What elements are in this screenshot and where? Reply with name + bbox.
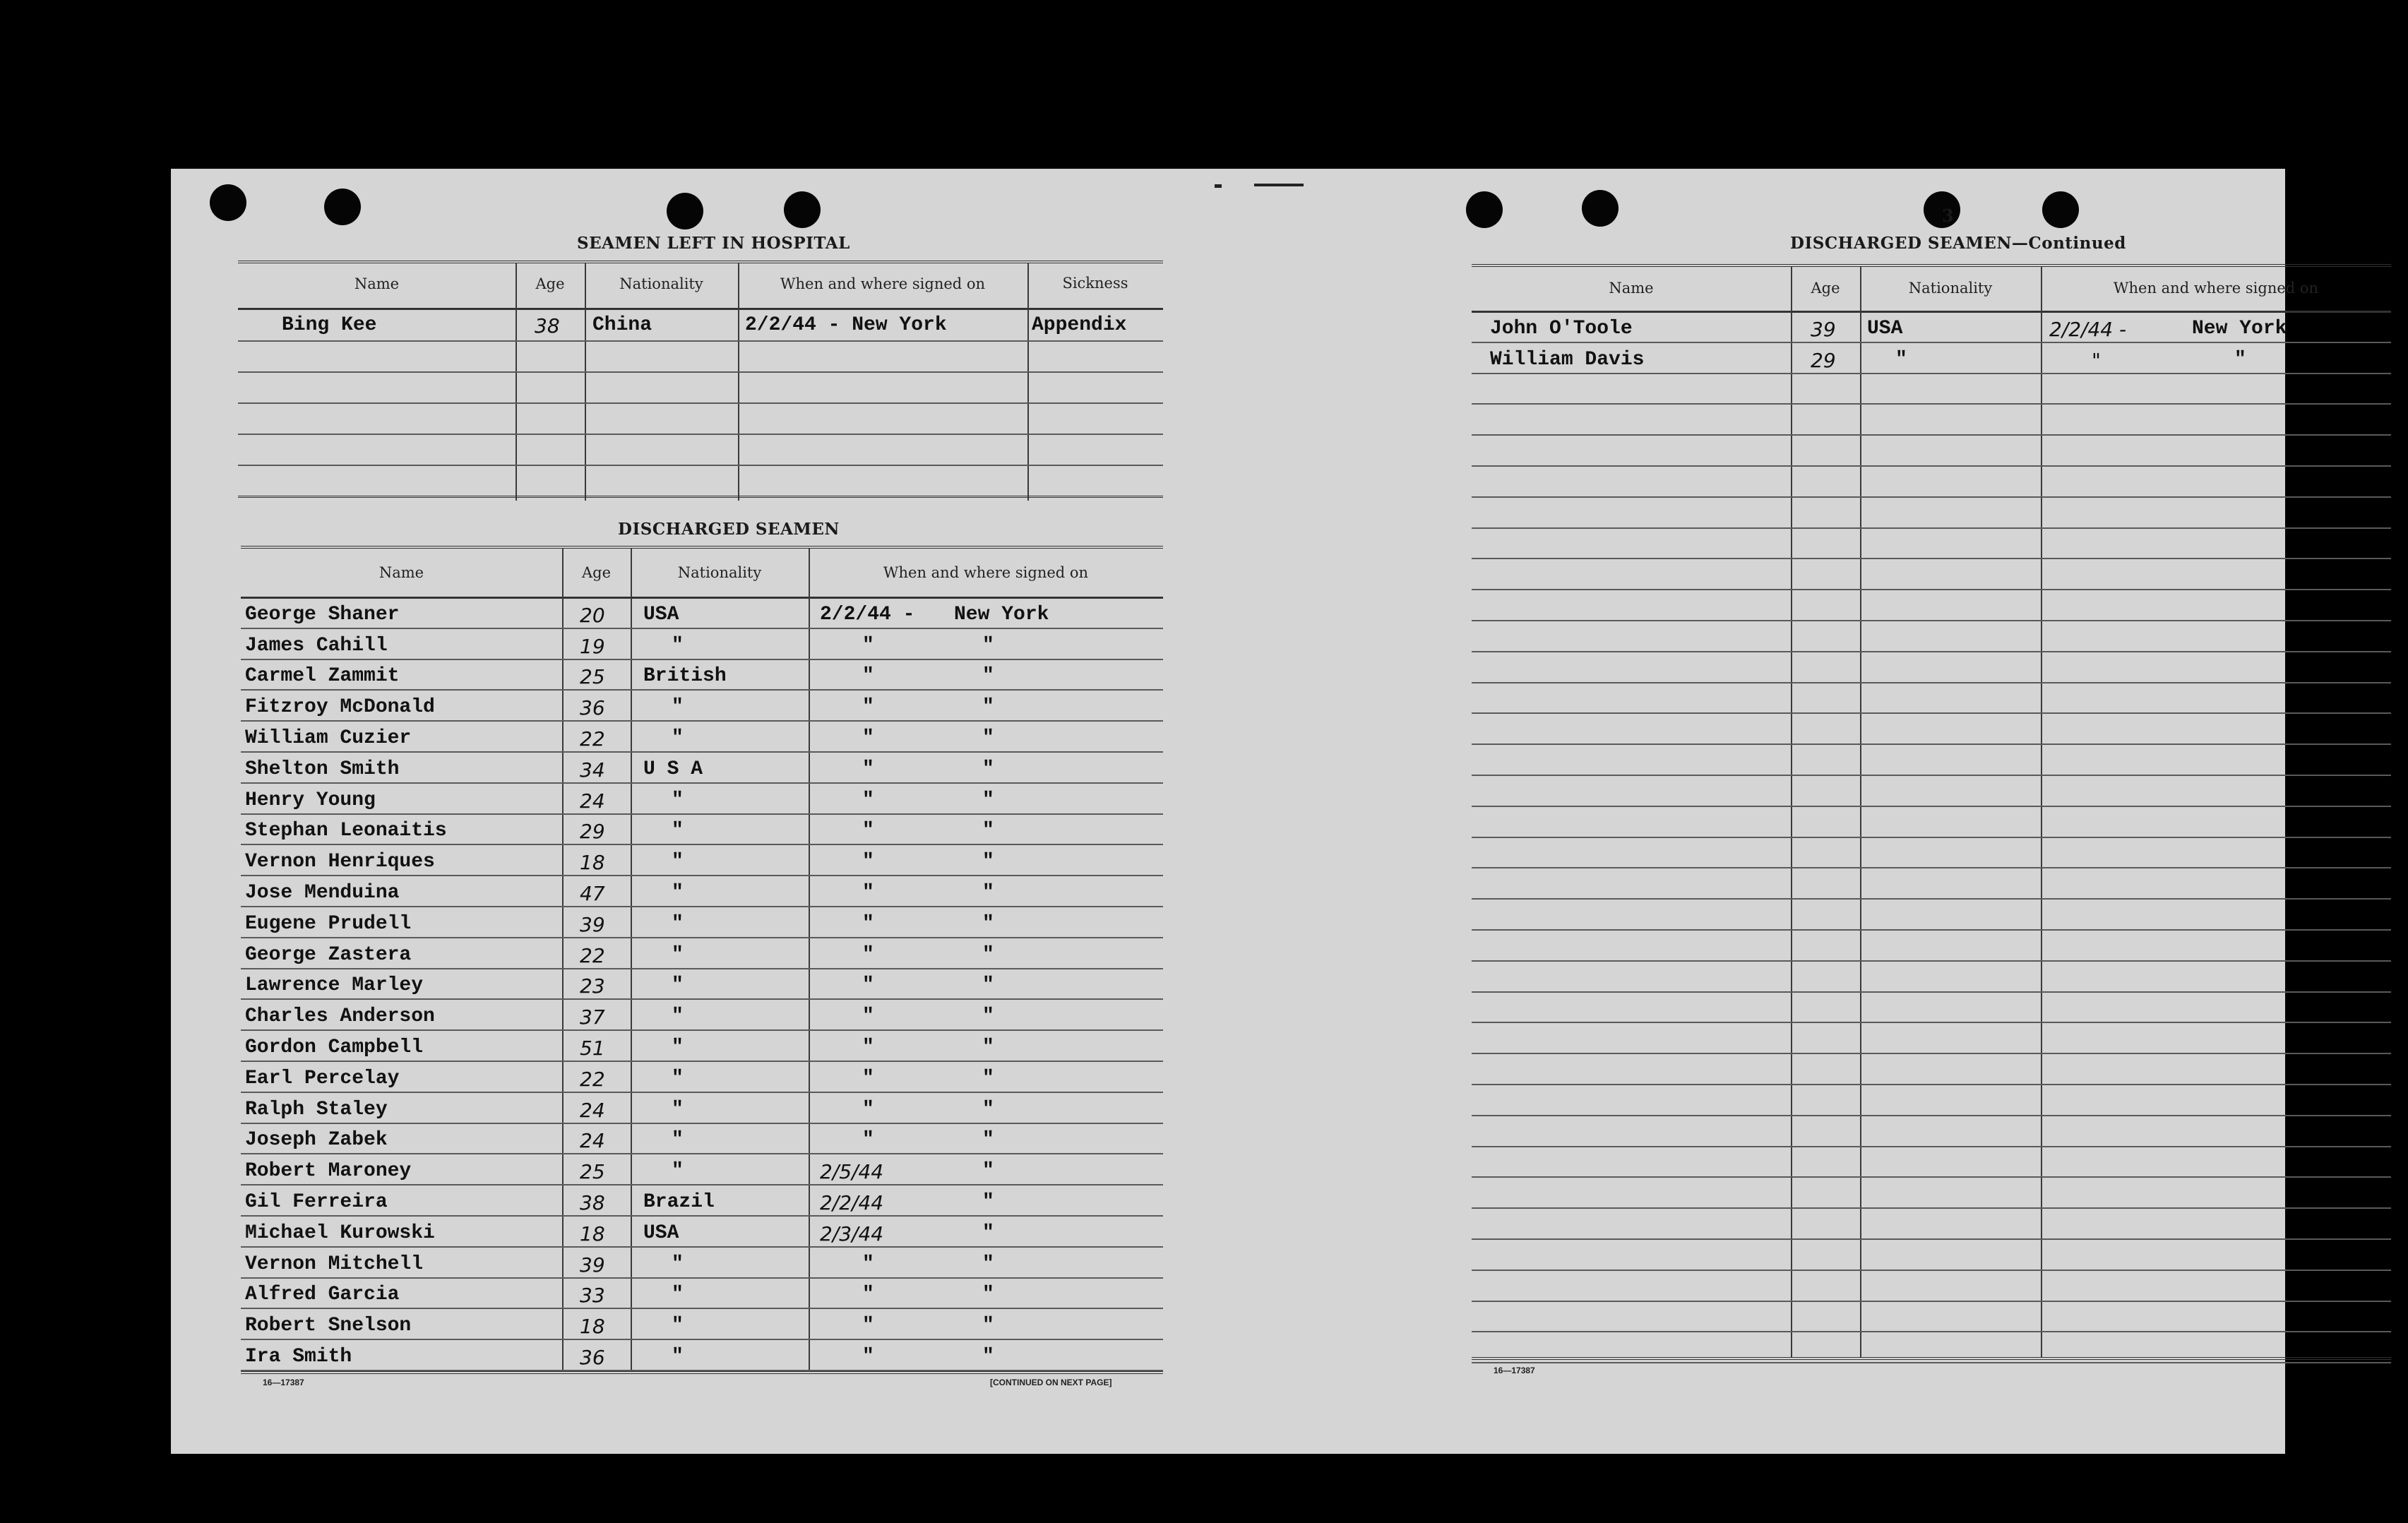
cell-place: " [982,974,994,996]
right-page [1301,169,2319,1454]
table-row [241,727,1163,751]
cell-place: " [982,1315,994,1337]
cell-age: 18 [580,851,605,874]
row-rule [241,1061,1163,1062]
cell-nationality: " [672,635,684,657]
cell-name: George Shaner [245,604,400,626]
row-rule [1472,1084,2391,1085]
cell-nationality: " [1895,349,1907,371]
row-rule [1472,558,2391,559]
cell-age: 18 [580,1315,605,1338]
column-divider [1860,267,1861,1357]
cell-age: 18 [580,1222,605,1246]
form-number: 16—17387 [1494,1366,1535,1375]
cell-age: 38 [580,1191,605,1214]
row-rule [1472,1146,2391,1147]
column-header-sickness: Sickness [1062,275,1128,292]
row-rule [1472,960,2391,962]
column-header-name: Name [354,275,400,292]
cell-name: Charles Anderson [245,1005,435,1027]
cell-name: Robert Snelson [245,1315,412,1337]
cell-signed-on: " [862,974,874,996]
table-row [241,1037,1163,1061]
cell-place: " [982,1284,994,1306]
row-rule [241,1308,1163,1309]
cell-signed-on: 2/2/44 - [820,604,915,626]
table-row [241,1284,1163,1308]
table-row [241,1160,1163,1184]
row-rule [241,1370,1163,1371]
cell-name: Earl Percelay [245,1068,400,1089]
cell-age: 29 [1811,349,1836,372]
cell-age: 36 [580,696,605,719]
table-row [241,758,1163,782]
cell-name: Shelton Smith [245,758,400,780]
row-rule [1472,1207,2391,1209]
cell-signed-on: " [862,789,874,811]
cell-nationality: " [672,789,684,811]
row-rule [1472,1301,2391,1302]
cell-name: William Cuzier [245,727,412,749]
cell-age: 33 [580,1284,605,1307]
table-row [241,820,1163,844]
cell-nationality: " [672,913,684,935]
cell-nationality: " [672,1346,684,1368]
cell-name: Jose Menduina [245,882,400,904]
cell-age: 22 [580,944,605,967]
cell-nationality: " [672,1129,684,1151]
cell-name: Stephan Leonaitis [245,820,447,842]
form-number: 16—17387 [263,1378,304,1387]
table-row [241,1253,1163,1277]
column-header-age: Age [535,275,565,292]
column-header-age: Age [581,564,612,581]
column-header-age: Age [1811,280,1840,297]
continued-section-title: DISCHARGED SEAMEN—Continued [1790,234,2126,253]
cell-place: " [982,851,994,873]
cell-nationality: Brazil [643,1191,715,1213]
cell-signed-on: " [862,1253,874,1275]
cell-age: 38 [535,314,560,338]
cell-place: " [982,913,994,935]
table-row [1472,318,2391,342]
table-row [241,1129,1163,1153]
cell-name: Alfred Garcia [245,1284,400,1306]
table-header [1472,267,2391,313]
row-rule [1472,1238,2391,1240]
cell-nationality: " [672,696,684,718]
cell-age: 51 [580,1037,605,1060]
cell-nationality: " [672,1315,684,1337]
cell-place: " [982,1253,994,1275]
cell-place: " [982,727,994,749]
cell-name: Joseph Zabek [245,1129,388,1151]
cell-name: Eugene Prudell [245,913,412,935]
cell-signed-on: " [862,727,874,749]
cell-age: 23 [580,974,605,998]
column-divider [2041,267,2042,1357]
ink-speck [1254,184,1304,186]
row-rule [241,628,1163,629]
row-rule [1472,1115,2391,1116]
cell-place: " [982,758,994,780]
cell-place: " [982,820,994,842]
cell-signed-on: 2/2/44 [820,1191,884,1214]
cell-age: 19 [580,635,605,658]
table-header [238,263,1163,310]
table-row [241,1222,1163,1246]
row-rule [1472,837,2391,838]
row-rule [1472,929,2391,931]
row-rule [1472,465,2391,467]
column-header-signed-on: When and where signed on [2113,280,2319,297]
cell-age: 24 [580,789,605,813]
row-rule [1472,1362,2391,1363]
cell-nationality: " [672,1005,684,1027]
row-rule [241,1246,1163,1248]
cell-place: " [982,1129,994,1151]
table-row [1472,349,2391,373]
cell-place: " [982,944,994,966]
cell-nationality: " [672,882,684,904]
cell-place: " [982,1222,994,1244]
column-header-signed-on: When and where signed on [780,275,986,292]
cell-name: George Zastera [245,944,412,966]
cell-age: 39 [580,1253,605,1277]
row-rule [241,1123,1163,1124]
row-rule [241,844,1163,845]
cell-nationality: " [672,851,684,873]
row-rule [241,782,1163,784]
row-rule [241,1215,1163,1217]
row-rule [238,402,1163,404]
continued-table [1472,264,2391,1360]
row-rule [1472,806,2391,807]
cell-signed-on: " [862,1346,874,1368]
discharged-section-title: DISCHARGED SEAMEN [618,520,840,539]
row-rule [1472,775,2391,776]
row-rule [1472,620,2391,621]
table-row [241,604,1163,628]
row-rule [241,968,1163,969]
cell-name: Carmel Zammit [245,665,400,687]
row-rule [238,340,1163,342]
cell-signed-on: " [862,1284,874,1306]
cell-age: 24 [580,1099,605,1122]
row-rule [1472,373,2391,374]
cell-signed-on: " [862,758,874,780]
row-rule [241,906,1163,907]
row-rule [241,1339,1163,1340]
row-rule [1472,434,2391,436]
cell-nationality: USA [643,604,679,626]
cell-nationality: China [592,314,652,336]
cell-nationality: " [672,974,684,996]
cell-name: Fitzroy McDonald [245,696,435,718]
cell-name: Robert Maroney [245,1160,412,1182]
cell-sickness: Appendix [1032,314,1127,336]
table-row [241,789,1163,813]
column-header-nationality: Nationality [619,275,703,292]
table-row [241,882,1163,906]
cell-place: " [982,882,994,904]
cell-name: Ira Smith [245,1346,352,1368]
cell-nationality: British [643,665,727,687]
cell-place: " [982,1191,994,1213]
hospital-section-title: SEAMEN LEFT IN HOSPITAL [577,234,850,253]
cell-place: " [982,1346,994,1368]
cell-signed-on: " [862,913,874,935]
cell-signed-on: " [862,1315,874,1337]
page-number: 3 [1942,205,1954,226]
row-rule [241,937,1163,938]
cell-nationality: " [672,727,684,749]
cell-nationality: " [672,820,684,842]
cell-place: " [982,1068,994,1089]
cell-place: New York [2192,318,2287,340]
cell-signed-on: " [862,1068,874,1089]
cell-signed-on: 2/3/44 [820,1222,884,1246]
row-rule [1472,1270,2391,1271]
column-header-nationality: Nationality [677,564,762,581]
cell-nationality: " [672,1037,684,1058]
row-rule [1472,589,2391,590]
row-rule [238,496,1163,498]
cell-name: Ralph Staley [245,1099,388,1121]
cell-signed-on: " [862,1129,874,1151]
table-row [241,913,1163,937]
cell-signed-on: " [862,635,874,657]
cell-age: 34 [580,758,605,782]
cell-signed-on: " [862,1037,874,1058]
cell-name: Gil Ferreira [245,1191,388,1213]
cell-signed-on: " [862,944,874,966]
cell-place: New York [954,604,1049,626]
cell-age: 25 [580,1160,605,1183]
cell-nationality: " [672,1284,684,1306]
column-header-signed-on: When and where signed on [883,564,1089,581]
row-rule [241,751,1163,753]
column-header-nationality: Nationality [1908,280,1993,297]
row-rule [241,875,1163,876]
left-page [171,169,1216,1454]
cell-age: 37 [580,1005,605,1029]
row-rule [1472,743,2391,745]
row-rule [1472,403,2391,405]
cell-age: 29 [580,820,605,843]
row-rule [1472,1022,2391,1023]
cell-age: 24 [580,1129,605,1152]
row-rule [241,1029,1163,1031]
table-row [241,696,1163,720]
row-rule [1472,651,2391,652]
hospital-table [238,261,1163,501]
column-divider [1791,267,1792,1357]
row-rule [241,659,1163,660]
cell-name: Vernon Mitchell [245,1253,424,1275]
cell-name: Gordon Campbell [245,1037,424,1058]
cell-nationality: " [672,1099,684,1121]
row-rule [1472,1053,2391,1054]
cell-signed-on: 2/2/44 - [2049,318,2127,341]
table-row [241,1315,1163,1339]
row-rule [241,720,1163,722]
row-rule [241,1184,1163,1185]
row-rule [241,998,1163,1000]
cell-nationality: " [672,1253,684,1275]
cell-name: Bing Kee [282,314,377,336]
cell-name: William Davis [1490,349,1645,371]
cell-age: 20 [580,604,605,627]
cell-signed-on: " [862,882,874,904]
cell-signed-on: " [862,696,874,718]
cell-signed-on: " [862,1099,874,1121]
cell-age: 22 [580,1068,605,1091]
discharged-table [241,546,1163,1374]
table-row [241,1346,1163,1370]
cell-place: " [982,635,994,657]
row-rule [241,1277,1163,1279]
table-row [241,635,1163,659]
row-rule [1472,712,2391,714]
row-rule [1472,342,2391,343]
cell-name: Vernon Henriques [245,851,435,873]
cell-place: " [982,1099,994,1121]
table-row [241,1005,1163,1029]
table-row [241,1191,1163,1215]
cell-signed-on: 2/2/44 - New York [745,314,947,336]
table-row [241,665,1163,689]
cell-name: James Cahill [245,635,388,657]
row-rule [241,1153,1163,1154]
cell-nationality: " [672,1160,684,1182]
cell-age: 47 [580,882,605,905]
row-rule [241,1092,1163,1093]
cell-signed-on: " [862,665,874,687]
cell-age: 36 [580,1346,605,1369]
cell-age: 39 [1811,318,1836,341]
cell-name: John O'Toole [1490,318,1633,340]
row-rule [1472,496,2391,498]
cell-age: 39 [580,913,605,936]
table-header [241,549,1163,599]
row-rule [238,371,1163,373]
cell-name: Henry Young [245,789,376,811]
cell-place: " [982,1005,994,1027]
row-rule [1472,991,2391,993]
column-header-name: Name [379,564,424,581]
table-row [241,851,1163,875]
row-rule [238,465,1163,466]
table-row [241,974,1163,998]
continued-note: [CONTINUED ON NEXT PAGE] [990,1378,1112,1387]
cell-signed-on: " [862,851,874,873]
cell-nationality: " [672,1068,684,1089]
table-row [238,314,1163,340]
document-sheet [171,169,2319,1454]
row-rule [1472,527,2391,529]
cell-place: " [2234,349,2246,371]
cell-place: " [982,1037,994,1058]
cell-name: Lawrence Marley [245,974,424,996]
row-rule [238,434,1163,435]
row-rule [1472,1176,2391,1178]
column-header-name: Name [1609,280,1654,297]
table-row [241,1068,1163,1092]
cell-signed-on: 2/5/44 [820,1160,884,1183]
cell-signed-on: " [862,1005,874,1027]
cell-age: 25 [580,665,605,688]
table-row [241,1099,1163,1123]
cell-signed-on: " [862,820,874,842]
row-rule [1472,867,2391,868]
table-row [241,944,1163,968]
cell-signed-on: " [2092,349,2101,372]
row-rule [241,813,1163,815]
cell-place: " [982,696,994,718]
row-rule [241,689,1163,691]
cell-place: " [982,789,994,811]
row-rule [1472,1331,2391,1332]
cell-place: " [982,665,994,687]
cell-age: 22 [580,727,605,751]
cell-name: Michael Kurowski [245,1222,435,1244]
row-rule [1472,898,2391,900]
cell-nationality: " [672,944,684,966]
cell-nationality: USA [643,1222,679,1244]
cell-nationality: USA [1867,318,1903,340]
cell-place: " [982,1160,994,1182]
cell-nationality: U S A [643,758,703,780]
row-rule [1472,682,2391,683]
